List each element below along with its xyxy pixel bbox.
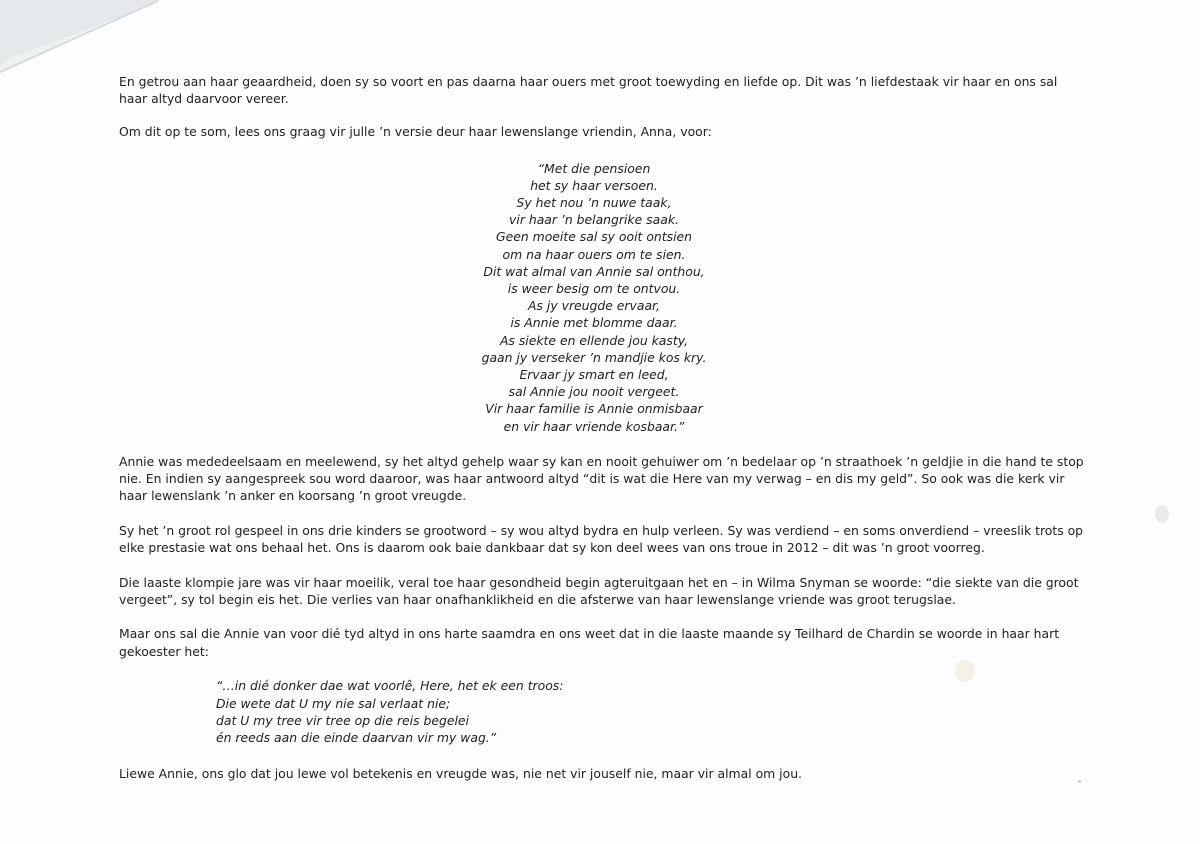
paragraph-illness: Die laaste klompie jare was vir haar moeilik, veral toe haar gesondheid begin agteruitgaan het en – in Wilma Snyman se woorde: “die siekte van die groot vergeet”, sy tol begin eis het. Die verlies van haar onafhanklikheid en die afsterwe van haar lewenslange vriende was groot terugslae. <box>119 574 1079 607</box>
poem-line: Geen moeite sal sy ooit ontsien <box>496 229 692 245</box>
poem <box>119 160 1089 435</box>
poem-line: “Met die pensioen <box>537 160 651 176</box>
poem-line: vir haar ’n belangrike saak. <box>509 212 679 228</box>
quote-line: én reeds aan die einde daarvan vir my wag.” <box>216 730 497 746</box>
poem-line: sal Annie jou nooit vergeet. <box>508 384 680 400</box>
paragraph-remembrance: Maar ons sal die Annie van voor dié tyd altyd in ons harte saamdra en ons weet dat in die laaste maande sy Teilhard de Chardin se woorde in haar hart gekoester het: <box>119 626 1060 659</box>
paragraph-devotion: En getrou aan haar geaardheid, doen sy so voort en pas daarna haar ouers met groot toewyding en liefde op. Dit was ’n liefdestaak vir haar en ons sal haar altyd daarvoor vereer. <box>119 74 1058 107</box>
quote-line: Die wete dat U my nie sal verlaat nie; <box>216 695 451 711</box>
paragraph-children: Sy het ’n groot rol gespeel in ons drie kinders se grootword – sy wou altyd bydra en hulp verleen. Sy was verdiend – en soms onverdiend – vreeslik trots op elke prestasie wat ons behaal het. Ons is daarom ook baie dankbaar dat sy kon deel wees van ons troue in 2012 – dit was ’n groot voorreg. <box>119 522 1084 556</box>
poem-line: Vir haar familie is Annie onmisbaar <box>485 401 703 417</box>
poem-line: As jy vreugde ervaar, <box>528 298 660 314</box>
quote-line: “…in dié donker dae wat voorlê, Here, het ek een troos: <box>216 678 564 694</box>
poem-line: Sy het nou ’n nuwe taak, <box>516 195 672 211</box>
poem-line: is Annie met blomme daar. <box>510 315 678 331</box>
paragraph-generosity: Annie was mededeelsaam en meelewend, sy het altyd gehelp waar sy kan en nooit gehuiwer om ’n bedelaar op ’n straathoek ’n geldjie in die hand te stop nie. En indien sy aangespreek sou word daaroor, was haar antwoord altyd “dit is wat die Here van my verwag – en dis my geld”. So ook was die kerk vir haar lewenslank ’n anker en koorsang ’n groot vreugde. <box>119 453 1084 504</box>
paper-smudge <box>1155 505 1169 523</box>
poem-line: om na haar ouers om te sien. <box>502 246 686 262</box>
paragraph-closing: Liewe Annie, ons glo dat jou lewe vol betekenis en vreugde was, nie net vir jouself nie, maar vir almal om jou. <box>119 765 802 781</box>
poem-line: Dit wat almal van Annie sal onthou, <box>483 263 705 279</box>
paragraph-poem-intro: Om dit op te som, lees ons graag vir julle ’n versie deur haar lewenslange vriendin, Anna, voor: <box>119 124 712 140</box>
letter-body <box>119 73 1089 799</box>
poem-line: is weer besig om te ontvou. <box>507 281 681 297</box>
poem-line: en vir haar vriende kosbaar.” <box>503 418 685 434</box>
quote-line: dat U my tree vir tree op die reis begelei <box>216 713 469 729</box>
poem-line: As siekte en ellende jou kasty, <box>499 332 689 348</box>
poem-line: gaan jy verseker ’n mandjie kos kry. <box>481 349 707 365</box>
chardin-quote <box>216 677 1089 747</box>
poem-line: het sy haar versoen. <box>530 177 658 193</box>
folded-corner-shadow <box>0 0 160 74</box>
poem-line: Ervaar jy smart en leed, <box>519 367 669 383</box>
